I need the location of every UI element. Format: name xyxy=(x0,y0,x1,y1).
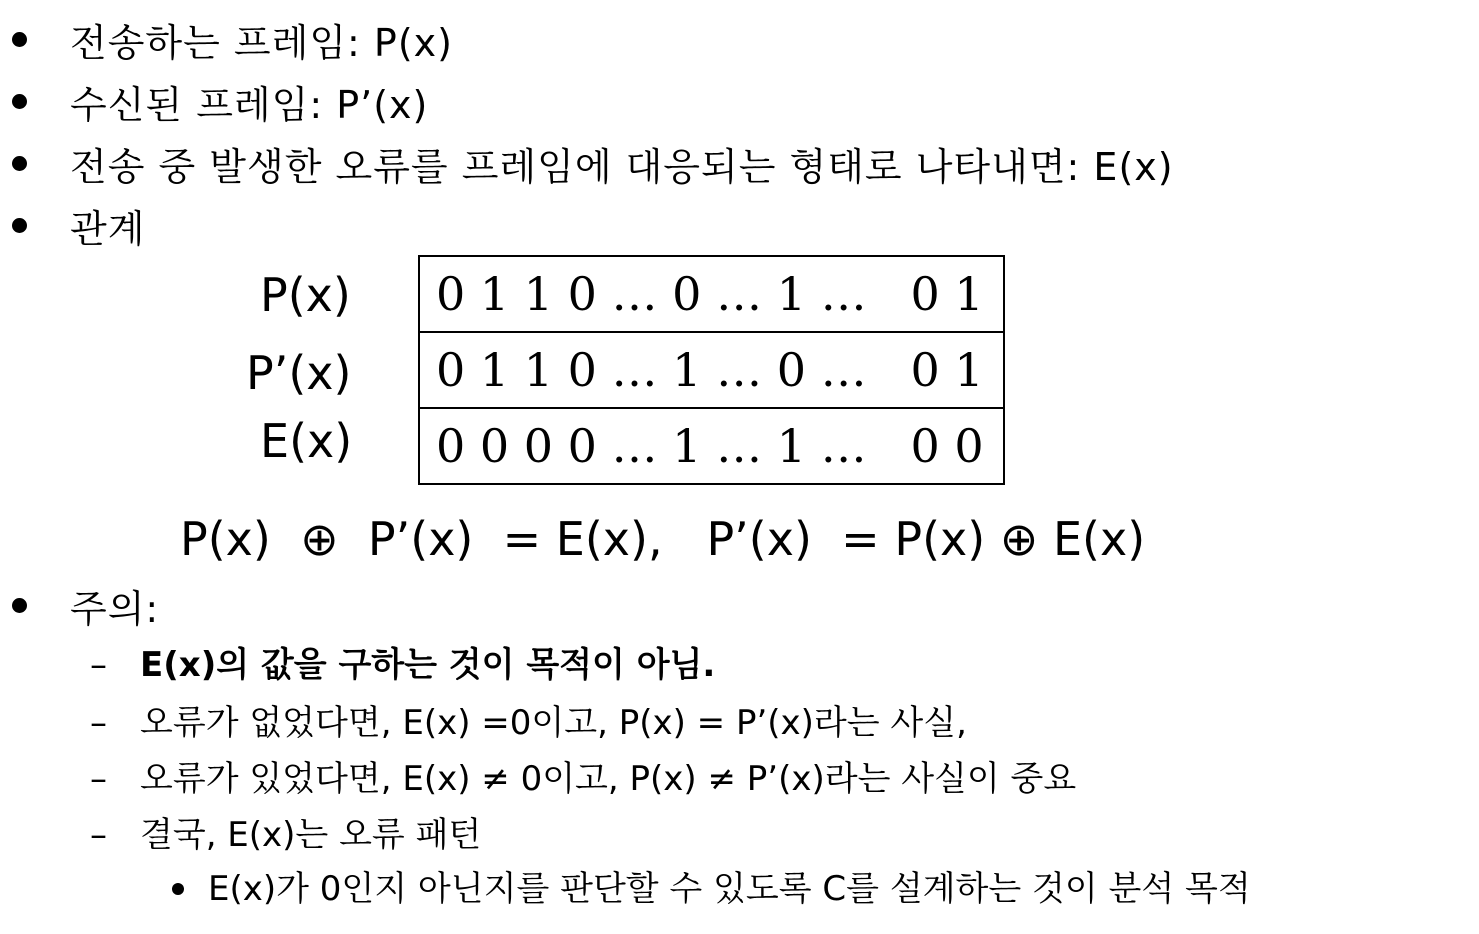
bits-cell-ppx: 0 1 1 0 … 1 … 0 … 0 1 xyxy=(419,332,1004,408)
bullet-icon xyxy=(12,598,27,613)
dash-icon: – xyxy=(90,645,107,685)
table-row xyxy=(419,332,1004,408)
table-row xyxy=(419,408,1004,484)
bullet-text: 전송하는 프레임: P(x) xyxy=(70,20,453,65)
analysis-goal-text: E(x)가 0인지 아닌지를 판단할 수 있도록 C를 설계하는 것이 분석 목적 xyxy=(208,869,1251,909)
row-label-ppx: P’(x) xyxy=(246,346,352,400)
bullet-icon xyxy=(172,883,184,895)
caution-title: 주의: xyxy=(70,586,160,631)
bullet-text: 전송 중 발생한 오류를 프레임에 대응되는 형태로 나타내면: E(x) xyxy=(70,144,1174,189)
bullet-icon xyxy=(12,94,27,109)
caution-item-text: E(x)의 값을 구하는 것이 목적이 아님. xyxy=(140,645,716,685)
bits-cell-px: 0 1 1 0 … 0 … 1 … 0 1 xyxy=(419,256,1004,332)
row-label-px: P(x) xyxy=(260,268,351,322)
bullet-icon xyxy=(12,218,27,233)
bits-cell-ex: 0 0 0 0 … 1 … 1 … 0 0 xyxy=(419,408,1004,484)
bullet-icon xyxy=(12,32,27,47)
dash-icon: – xyxy=(90,815,107,855)
bullet-icon xyxy=(12,156,27,171)
bullet-text: 관계 xyxy=(70,206,146,251)
relation-bit-table xyxy=(418,255,1005,485)
caution-item-text: 오류가 있었다면, E(x) ≠ 0이고, P(x) ≠ P’(x)라는 사실이 중요 xyxy=(140,759,1077,799)
xor-equation: P(x) ⊕ P’(x) = E(x), P’(x) = P(x) ⊕ E(x) xyxy=(180,512,1146,566)
caution-item-text: 오류가 없었다면, E(x) =0이고, P(x) = P’(x)라는 사실, xyxy=(140,703,967,743)
row-label-ex: E(x) xyxy=(260,414,353,468)
table-row xyxy=(419,256,1004,332)
bullet-text: 수신된 프레임: P’(x) xyxy=(70,82,429,127)
caution-item-text: 결국, E(x)는 오류 패턴 xyxy=(140,815,482,855)
dash-icon: – xyxy=(90,703,107,743)
dash-icon: – xyxy=(90,759,107,799)
